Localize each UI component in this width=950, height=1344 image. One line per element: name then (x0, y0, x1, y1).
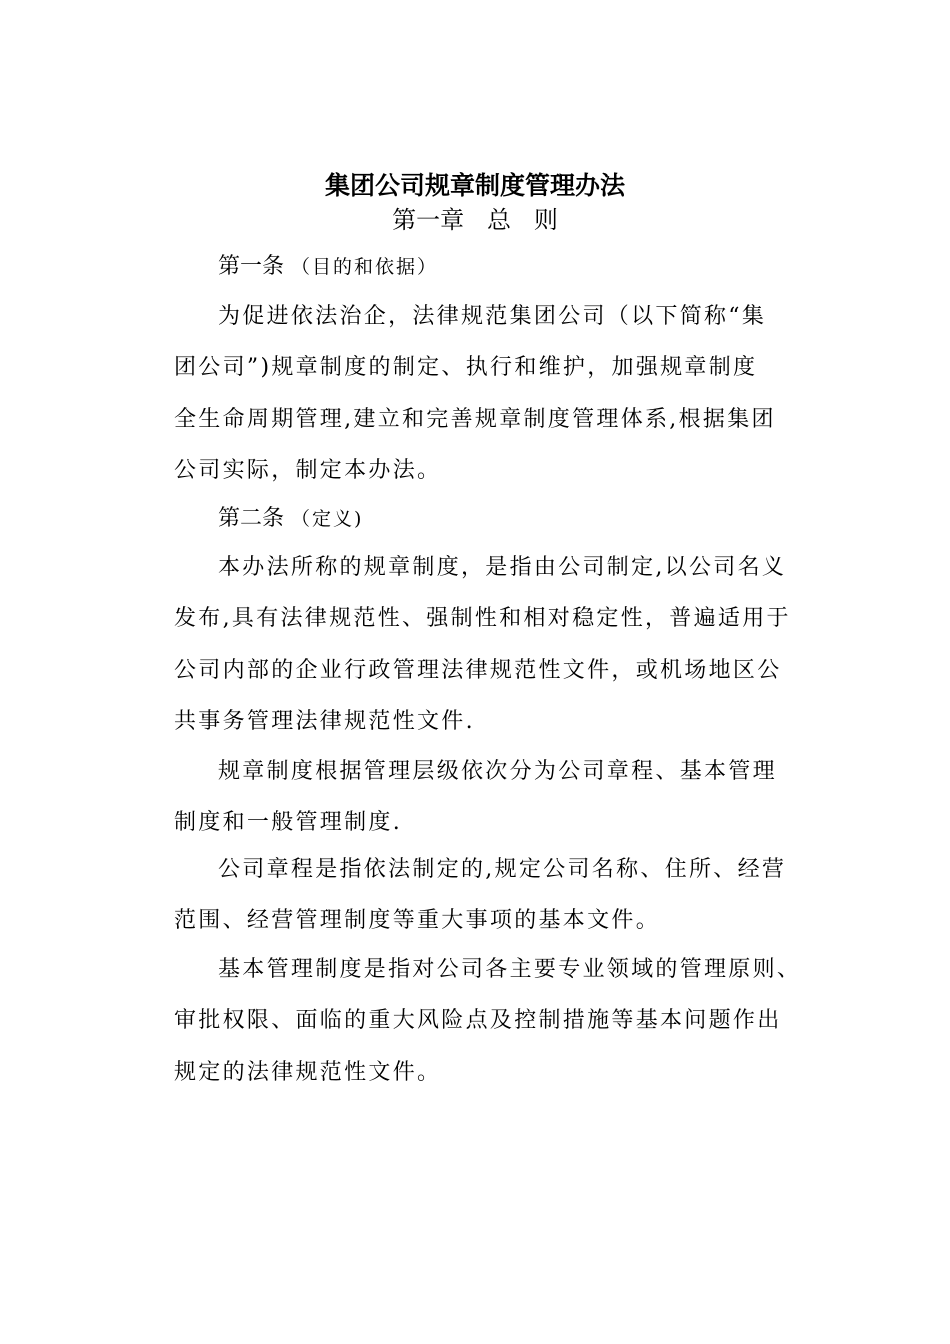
document-title: 集团公司规章制度管理办法 (324, 171, 625, 200)
paragraph-line: 制度和一般管理制度. (174, 810, 402, 835)
paragraph-line: 公司内部的企业行政管理法律规范性文件，或机场地区公 (174, 658, 782, 683)
paragraph-line: 公司实际，制定本办法。 (174, 458, 442, 483)
paragraph-line: 本办法所称的规章制度，是指由公司制定,以公司名义 (218, 555, 787, 580)
article-topic: （定义) (291, 508, 364, 530)
article-topic: （目的和依据） (291, 256, 439, 278)
paragraph-line: 为促进依法治企，法律规范集团公司（以下简称“集 (218, 304, 767, 329)
article-number: 第一条 (218, 254, 285, 279)
article-heading (218, 252, 438, 282)
paragraph-line: 全生命周期管理,建立和完善规章制度管理体系,根据集团 (174, 407, 776, 432)
paragraph-line: 共事务管理法律规范性文件. (174, 709, 475, 734)
paragraph-line: 发布,具有法律规范性、强制性和相对稳定性，普遍适用于 (174, 606, 791, 631)
article-number: 第二条 (218, 506, 285, 531)
paragraph-line: 规定的法律规范性文件。 (174, 1060, 442, 1085)
paragraph-line: 审批权限、面临的重大风险点及控制措施等基本问题作出 (174, 1008, 782, 1033)
chapter-title: 第一章 总 则 (392, 206, 558, 234)
paragraph-line: 公司章程是指依法制定的,规定公司名称、住所、经营 (218, 857, 787, 882)
article-heading (218, 504, 363, 534)
paragraph-line: 规章制度根据管理层级依次分为公司章程、基本管理 (218, 759, 777, 784)
paragraph-line: 团公司”)规章制度的制定、执行和维护，加强规章制度 (174, 355, 758, 380)
paragraph-line: 范围、经营管理制度等重大事项的基本文件。 (174, 908, 661, 933)
paragraph-line: 基本管理制度是指对公司各主要专业领域的管理原则、 (218, 957, 802, 982)
